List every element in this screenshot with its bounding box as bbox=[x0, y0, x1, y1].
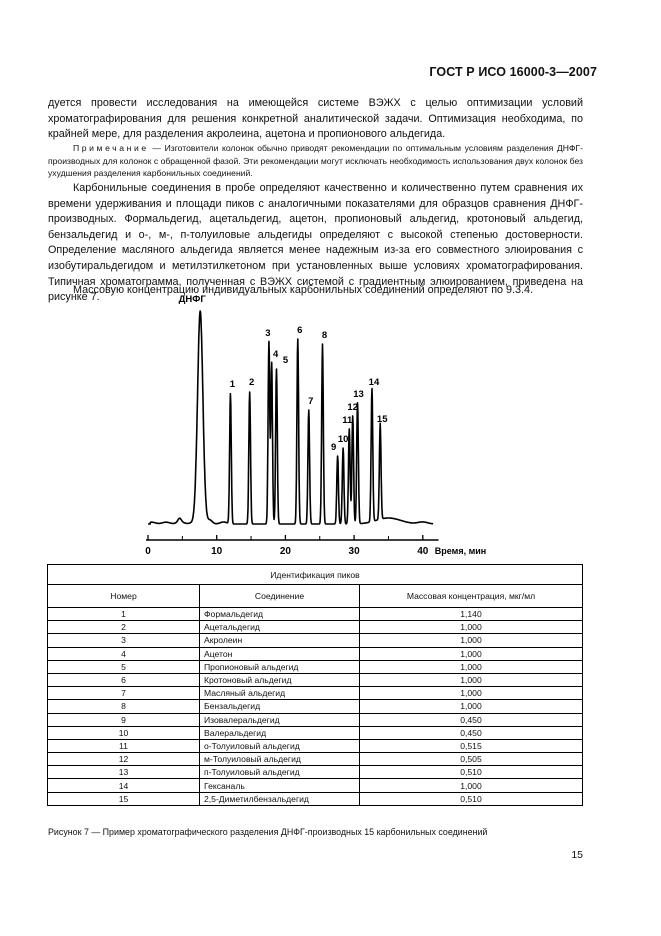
row-compound: Формальдегид bbox=[200, 608, 360, 621]
peak-label: 1 bbox=[229, 379, 236, 390]
x-tick-label: 0 bbox=[145, 546, 151, 557]
table-row bbox=[48, 634, 583, 647]
peak-label: 11 bbox=[342, 415, 353, 426]
row-number: 11 bbox=[48, 739, 200, 752]
x-tick-label: 20 bbox=[279, 546, 291, 557]
row-concentration: 1,000 bbox=[360, 779, 583, 792]
row-number: 7 bbox=[48, 687, 200, 700]
row-number: 4 bbox=[48, 647, 200, 660]
page-number: 15 bbox=[571, 849, 583, 861]
table-row bbox=[48, 713, 583, 726]
note-label: Примечание bbox=[73, 143, 149, 153]
row-concentration: 0,450 bbox=[360, 713, 583, 726]
chromatogram-trace bbox=[148, 311, 433, 524]
row-number: 10 bbox=[48, 726, 200, 739]
table-row bbox=[48, 739, 583, 752]
figure-caption: Рисунок 7 — Пример хроматографического разделения ДНФГ-производных 15 карбонильных соединений bbox=[48, 827, 488, 837]
row-compound: м-Толуиловый альдегид bbox=[200, 753, 360, 766]
row-number: 1 bbox=[48, 608, 200, 621]
row-concentration: 0,510 bbox=[360, 766, 583, 779]
peak-label: ДНФГ bbox=[178, 294, 206, 305]
x-tick-label: 40 bbox=[417, 546, 429, 557]
row-compound: о-Толуиловый альдегид bbox=[200, 739, 360, 752]
row-compound: 2,5-Диметилбензальдегид bbox=[200, 792, 360, 805]
row-number: 6 bbox=[48, 673, 200, 686]
row-number: 8 bbox=[48, 700, 200, 713]
paragraph-concentration: Массовую концентрацию индивидуальных карбонильных соединений определяют по 9.3.4. bbox=[73, 284, 534, 296]
row-concentration: 1,140 bbox=[360, 608, 583, 621]
row-concentration: 0,515 bbox=[360, 739, 583, 752]
x-axis-label: Время, мин bbox=[434, 546, 487, 556]
row-compound: Пропионовый альдегид bbox=[200, 660, 360, 673]
table-row bbox=[48, 608, 583, 621]
peak-label: 10 bbox=[337, 434, 349, 445]
table-row bbox=[48, 700, 583, 713]
x-tick-label: 10 bbox=[211, 546, 223, 557]
row-compound: Ацетон bbox=[200, 647, 360, 660]
peak-label: 2 bbox=[249, 377, 255, 388]
row-concentration: 0,510 bbox=[360, 792, 583, 805]
row-number: 14 bbox=[48, 779, 200, 792]
table-row bbox=[48, 779, 583, 792]
row-compound: п-Толуиловый альдегид bbox=[200, 766, 360, 779]
table-row bbox=[48, 753, 583, 766]
table-row bbox=[48, 673, 583, 686]
row-number: 2 bbox=[48, 621, 200, 634]
row-concentration: 0,450 bbox=[360, 726, 583, 739]
peak-label: 7 bbox=[308, 396, 314, 407]
col-header-concentration: Массовая концентрация, мкг/мл bbox=[360, 585, 583, 608]
paragraph-continuation: дуется провести исследования на имеющейся системе ВЭЖХ с целью оптимизации условий хроматографирования для решения конкретной аналитической задачи. Оптимизация необходима, по крайней мере, для разделения акролеина, ацетона и пропионового альдегида. bbox=[48, 97, 583, 141]
note-text: — Изготовители колонок обычно приводят рекомендации по оптимальным условиям разделения ДНФГ-производных для колонок с обращенной фазой. Эти рекомендации могут исключать необходимость использования двух колонок без ухудшения разделения карбонильных соединений. bbox=[48, 143, 583, 179]
col-header-compound: Соединение bbox=[200, 585, 360, 608]
row-compound: Масляный альдегид bbox=[200, 687, 360, 700]
row-concentration: 1,000 bbox=[360, 687, 583, 700]
peak-label: 3 bbox=[265, 328, 271, 339]
peak-label: 14 bbox=[368, 377, 380, 388]
peak-label: 12 bbox=[347, 402, 359, 413]
row-compound: Бензальдегид bbox=[200, 700, 360, 713]
row-number: 13 bbox=[48, 766, 200, 779]
table-row bbox=[48, 621, 583, 634]
peak-label: 15 bbox=[376, 414, 388, 425]
peak-label: 9 bbox=[330, 442, 337, 453]
row-number: 9 bbox=[48, 713, 200, 726]
row-number: 3 bbox=[48, 634, 200, 647]
col-header-number: Номер bbox=[48, 585, 200, 608]
peak-label: 4 bbox=[273, 349, 279, 360]
peak-label: 8 bbox=[321, 330, 328, 341]
row-concentration: 1,000 bbox=[360, 621, 583, 634]
row-compound: Гексаналь bbox=[200, 779, 360, 792]
peak-identification-table bbox=[47, 564, 583, 806]
table-caption: Идентификация пиков bbox=[48, 565, 583, 585]
table-row bbox=[48, 726, 583, 739]
table-row bbox=[48, 687, 583, 700]
table-row bbox=[48, 660, 583, 673]
table-row bbox=[48, 766, 583, 779]
table-row bbox=[48, 792, 583, 805]
row-concentration: 1,000 bbox=[360, 700, 583, 713]
row-number: 15 bbox=[48, 792, 200, 805]
row-compound: Кротоновый альдегид bbox=[200, 673, 360, 686]
peak-label: 6 bbox=[297, 325, 303, 336]
row-compound: Ацетальдегид bbox=[200, 621, 360, 634]
x-tick-label: 30 bbox=[348, 546, 360, 557]
table-row bbox=[48, 647, 583, 660]
row-concentration: 1,000 bbox=[360, 673, 583, 686]
peak-label: 5 bbox=[282, 355, 289, 366]
paragraph-identification: Карбонильные соединения в пробе определяют качественно и количественно путем сравнения их времени удерживания и площади пиков с аналогичными показателями для образцов сравнения ДНФГ-производных. Формальдегид, ацетальдегид, ацетон, пропионовый альдегид, кротоновый альдегид, бензальдегид и о-, м-, п-толуиловые альдегиды определяют с высокой степенью достоверности. Определение масляного альдегида является менее надежным из-за его совместного элюирования с изобутиральдегидом и метилэтилкетоном при установленных выше условиях хроматографирования. Типичная хроматограмма, полученная с ВЭЖХ системой с градиентным элюированием, приведена на рисунке 7. bbox=[48, 182, 583, 304]
row-number: 12 bbox=[48, 753, 200, 766]
row-compound: Изовалеральдегид bbox=[200, 713, 360, 726]
document-header: ГОСТ Р ИСО 16000-3—2007 bbox=[429, 65, 597, 79]
row-concentration: 1,000 bbox=[360, 647, 583, 660]
peak-label: 13 bbox=[353, 389, 364, 400]
row-concentration: 1,000 bbox=[360, 634, 583, 647]
row-compound: Валеральдегид bbox=[200, 726, 360, 739]
row-concentration: 1,000 bbox=[360, 660, 583, 673]
row-concentration: 0,505 bbox=[360, 753, 583, 766]
row-compound: Акролеин bbox=[200, 634, 360, 647]
row-number: 5 bbox=[48, 660, 200, 673]
